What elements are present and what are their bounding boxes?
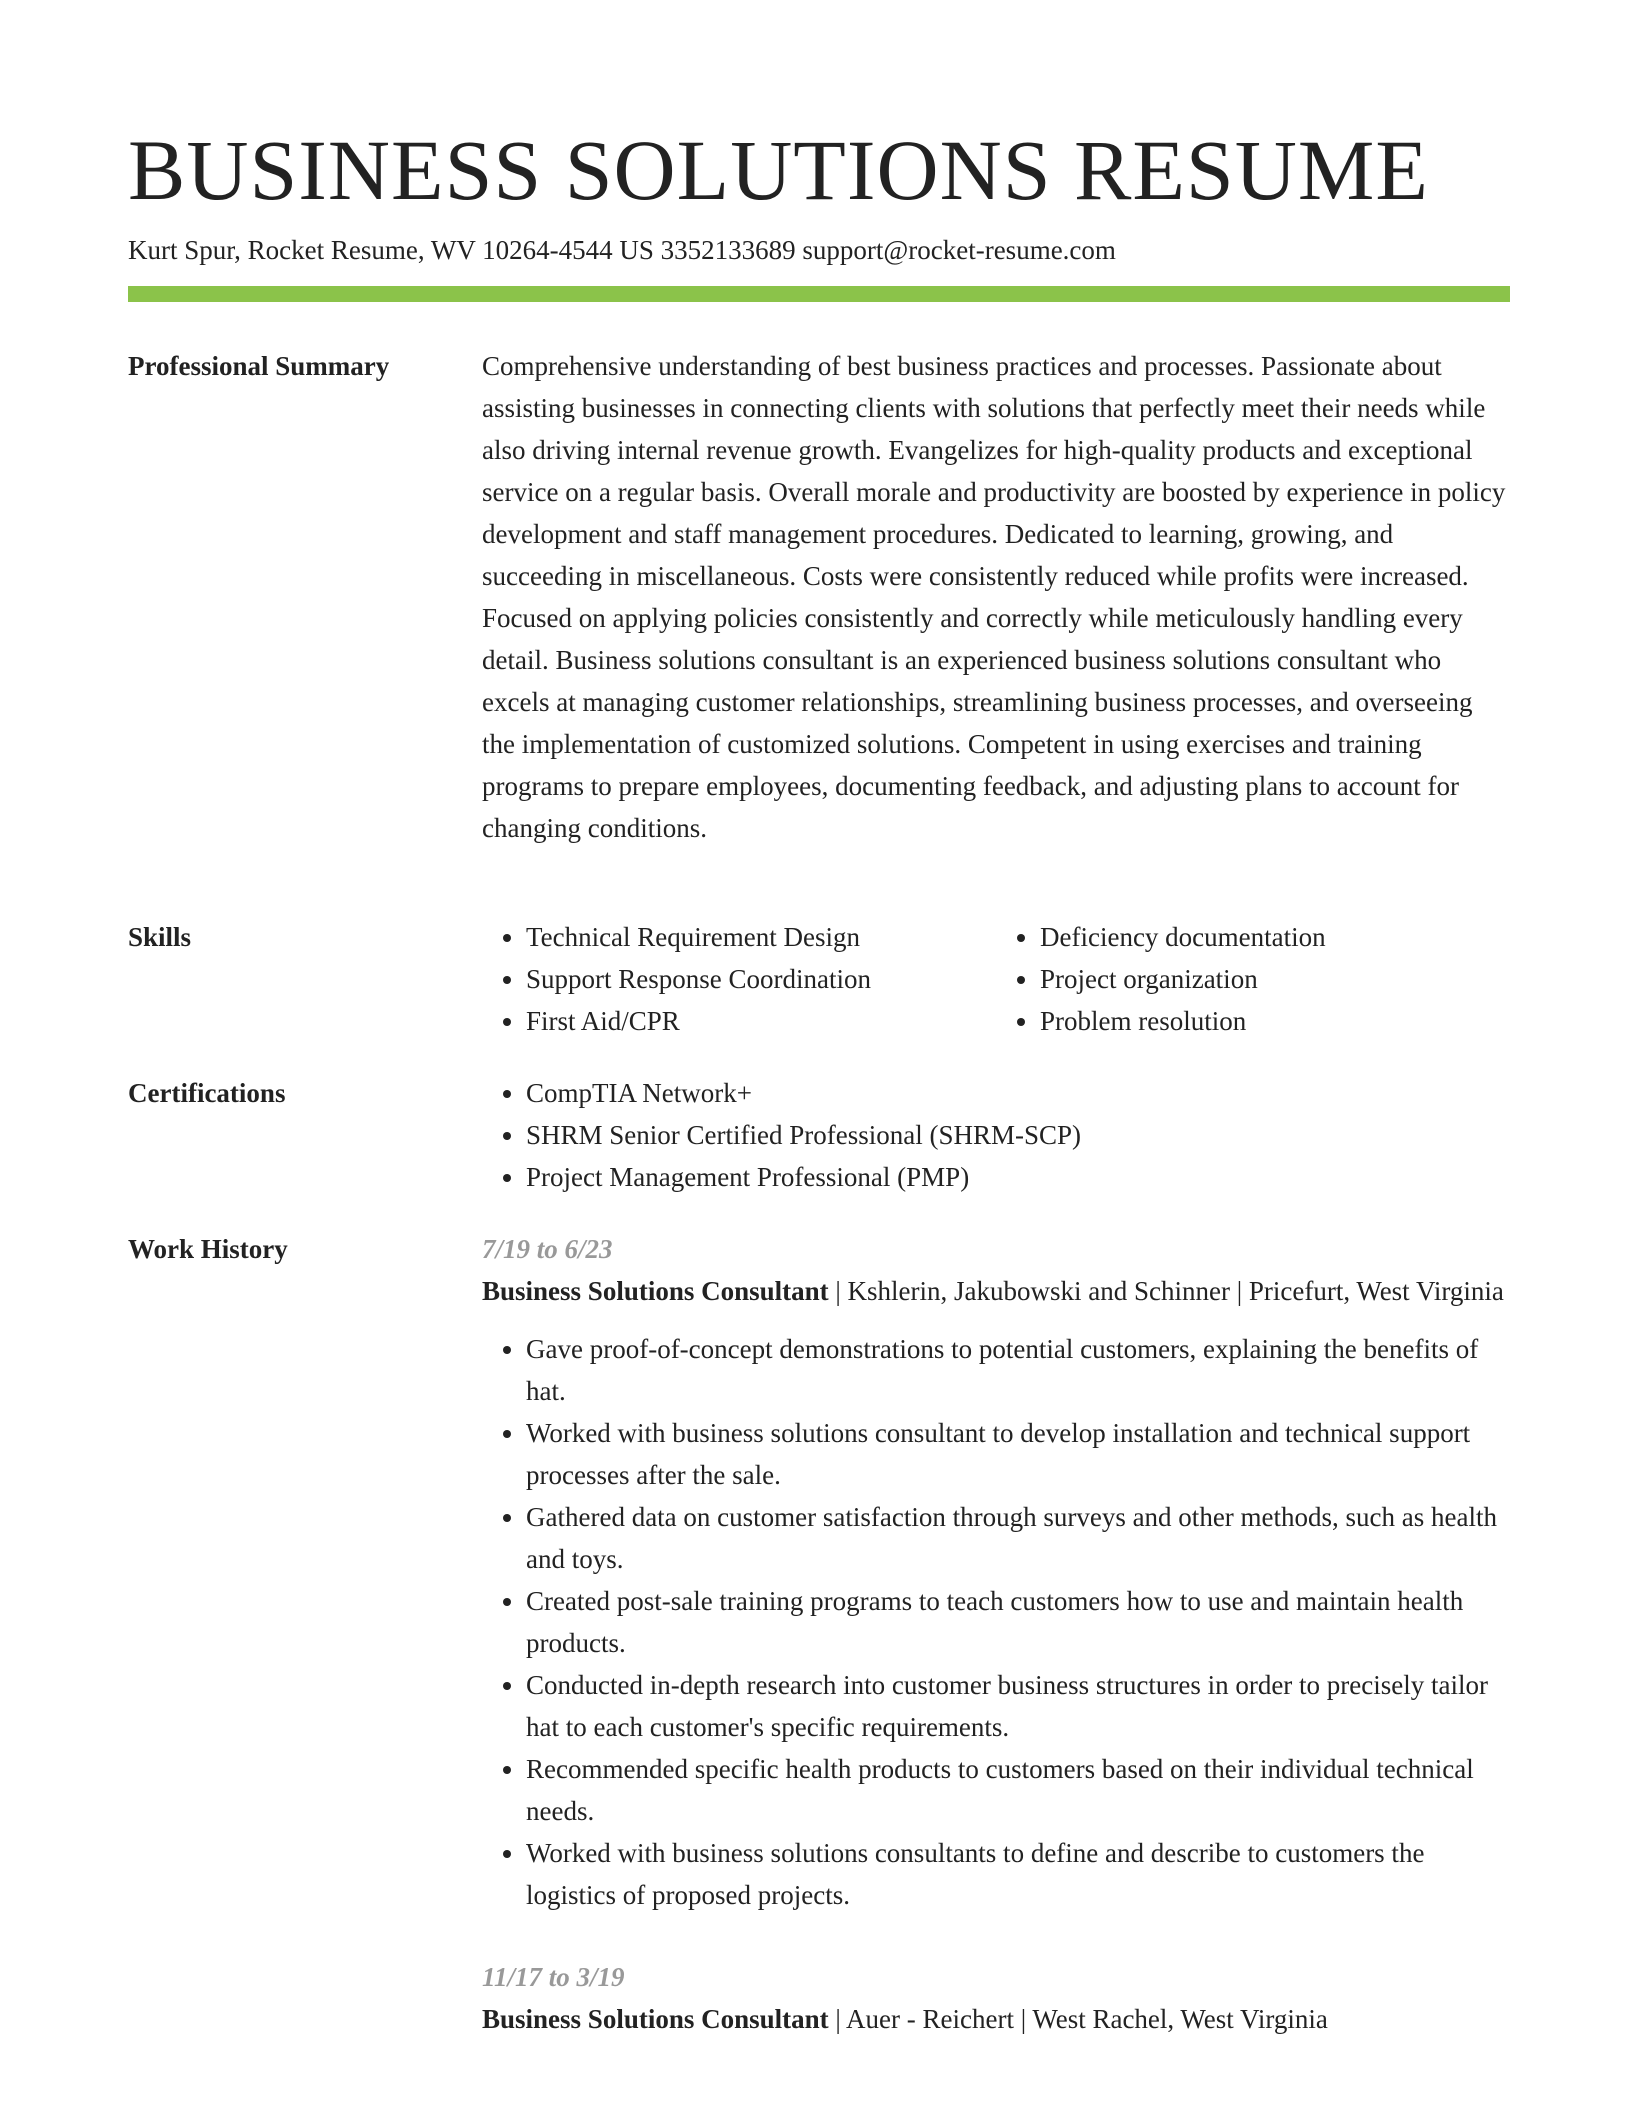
certification-item: • Project Management Professional (PMP) (526, 1156, 1510, 1198)
skill-item: • Project organization (1040, 958, 1510, 1000)
job-title: Business Solutions Consultant (482, 1276, 829, 1306)
certifications-list (482, 1072, 1510, 1198)
summary-label: Professional Summary (128, 351, 390, 381)
skill-item: • Support Response Coordination (526, 958, 996, 1000)
resume-title: BUSINESS SOLUTIONS RESUME (128, 122, 1429, 218)
job-details: | Auer - Reichert | West Rachel, West Virginia (828, 2004, 1328, 2034)
job-details: | Kshlerin, Jakubowski and Schinner | Pricefurt, West Virginia (828, 1276, 1504, 1306)
summary-text: Comprehensive understanding of best business practices and processes. Passionate about assisting businesses in connecting clients with solutions that perfectly meet their needs while also driving internal revenue growth. Evangelizes for high-quality products and exceptional service on a regular basis. Overall morale and productivity are boosted by experience in policy development and staff management procedures. Dedicated to learning, growing, and succeeding in miscellaneous. Costs were consistently reduced while profits were increased. Focused on applying policies consistently and correctly while meticulously handling every detail. Business solutions consultant is an experienced business solutions consultant who excels at managing customer relationships, streamlining business processes, and overseeing the implementation of customized solutions. Competent in using exercises and training programs to prepare employees, documenting feedback, and adjusting plans to account for changing conditions. (482, 351, 1506, 843)
skill-item: • Technical Requirement Design (526, 916, 996, 958)
certification-item: • CompTIA Network+ (526, 1072, 1510, 1114)
skills-list-right (996, 916, 1510, 1042)
job-entry (482, 1228, 1510, 1916)
job-dates: 7/19 to 6/23 (482, 1234, 613, 1264)
header-divider (128, 286, 1510, 302)
job-bullet: • Recommended specific health products to customers based on their individual technical needs. (526, 1748, 1510, 1832)
job-bullet: • Gave proof-of-concept demonstrations to potential customers, explaining the benefits of hat. (526, 1328, 1510, 1412)
certification-item: • SHRM Senior Certified Professional (SHRM-SCP) (526, 1114, 1510, 1156)
job-heading (482, 1270, 1510, 1312)
work-history-label: Work History (128, 1234, 288, 1264)
job-dates: 11/17 to 3/19 (482, 1962, 625, 1992)
skill-item: • First Aid/CPR (526, 1000, 996, 1042)
skills-list-left (482, 916, 996, 1042)
job-heading (482, 1998, 1510, 2040)
skill-item: • Problem resolution (1040, 1000, 1510, 1042)
job-bullet: • Gathered data on customer satisfaction through surveys and other methods, such as health and toys. (526, 1496, 1510, 1580)
job-bullets (482, 1328, 1510, 1916)
job-bullet: • Conducted in-depth research into customer business structures in order to precisely tailor hat to each customer's specific requirements. (526, 1664, 1510, 1748)
job-title: Business Solutions Consultant (482, 2004, 829, 2034)
job-bullet: • Worked with business solutions consultants to define and describe to customers the logistics of proposed projects. (526, 1832, 1510, 1916)
certifications-label: Certifications (128, 1078, 286, 1108)
contact-info: Kurt Spur, Rocket Resume, WV 10264-4544 US 3352133689 support@rocket-resume.com (128, 235, 1116, 265)
skills-label: Skills (128, 922, 192, 952)
job-entry (482, 1956, 1510, 2040)
skill-item: • Deficiency documentation (1040, 916, 1510, 958)
job-bullet: • Worked with business solutions consultant to develop installation and technical support processes after the sale. (526, 1412, 1510, 1496)
job-bullet: • Created post-sale training programs to teach customers how to use and maintain health products. (526, 1580, 1510, 1664)
